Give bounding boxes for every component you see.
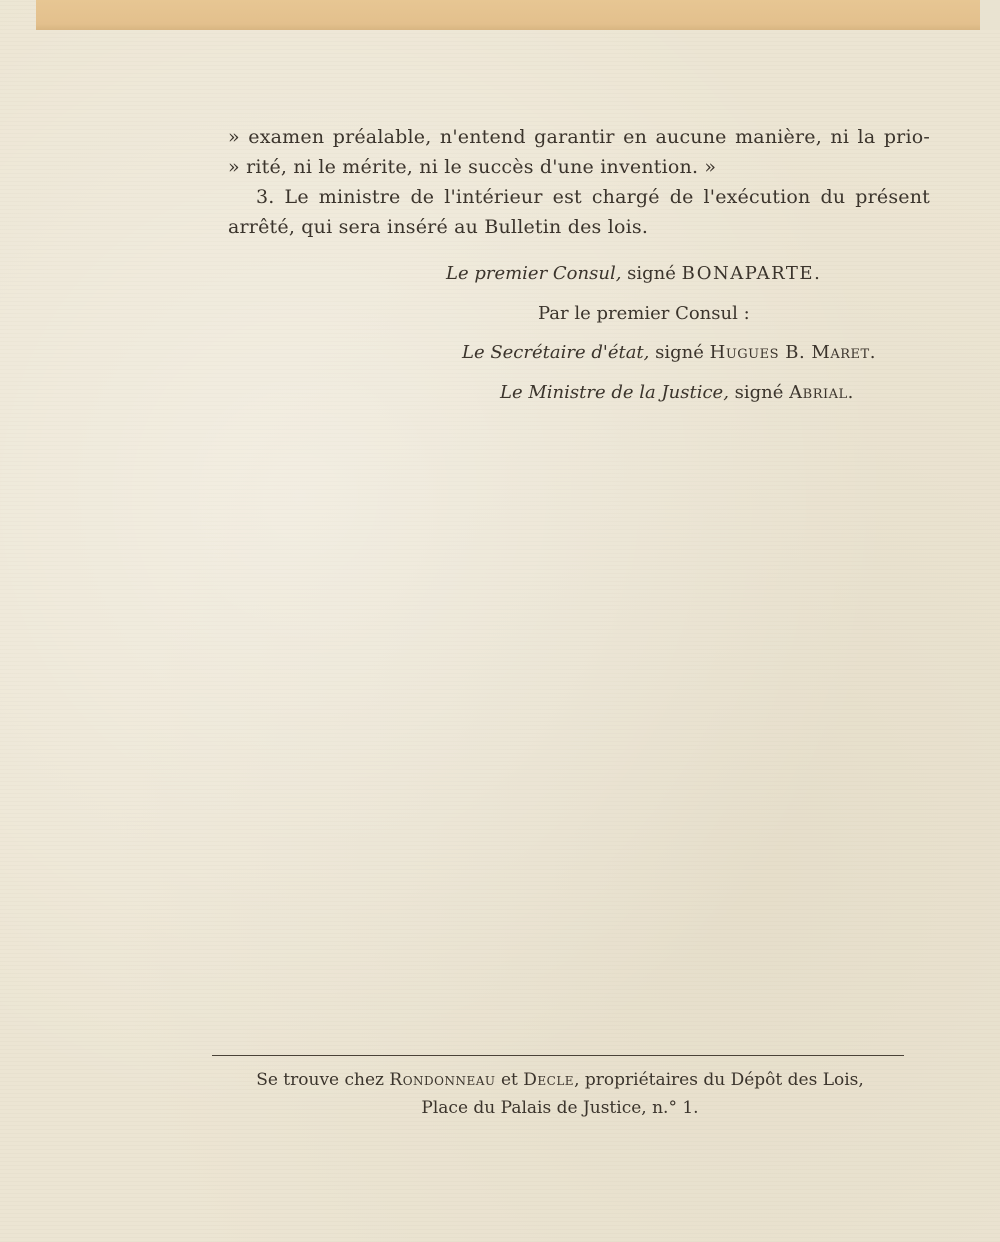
- imprint-divider-rule: [212, 1055, 904, 1056]
- body-line-1: » examen préalable, n'entend garantir en aucune manière, ni la prio-: [228, 126, 930, 148]
- secretary-title: Le Secrétaire d'état,: [462, 342, 650, 363]
- signature-minister: [500, 382, 854, 403]
- secretary-name: Hugues B. Maret.: [709, 342, 876, 363]
- decree-body-text: [228, 122, 930, 242]
- consul-name: BONAPARTE.: [681, 263, 822, 284]
- secretary-signed: signé: [655, 342, 704, 363]
- consul-signed: signé: [627, 263, 676, 284]
- paper-edge: [980, 0, 1000, 30]
- minister-name: Abrial.: [789, 382, 854, 403]
- imprint-prefix: Se trouve chez: [256, 1070, 384, 1090]
- imprint-address: Place du Palais de Justice, n.° 1.: [421, 1098, 699, 1118]
- imprint-publisher-1: Rondonneau: [389, 1070, 496, 1090]
- imprint-publisher-2: Decle: [523, 1070, 575, 1090]
- body-line-3: 3. Le ministre de l'intérieur est chargé de l'exécution du présent: [256, 186, 930, 208]
- minister-signed: signé: [734, 382, 784, 403]
- imprint-conjunction: et: [500, 1070, 518, 1090]
- consul-title: Le premier Consul,: [446, 263, 622, 284]
- paper-tab-strip: [36, 0, 980, 30]
- imprint-line-2: [180, 1098, 940, 1118]
- imprint-suffix: , propriétaires du Dépôt des Lois,: [574, 1070, 864, 1090]
- signature-secretary: [462, 342, 876, 363]
- par-line-text: Par le premier Consul :: [538, 303, 750, 324]
- imprint-line-1: [180, 1070, 940, 1090]
- body-line-2: » rité, ni le mérite, ni le succès d'une invention. »: [228, 156, 717, 178]
- signature-par-line: [538, 303, 750, 324]
- signature-consul: [446, 263, 821, 284]
- body-line-4: arrêté, qui sera inséré au Bulletin des lois.: [228, 216, 649, 238]
- minister-title: Le Ministre de la Justice,: [500, 382, 729, 403]
